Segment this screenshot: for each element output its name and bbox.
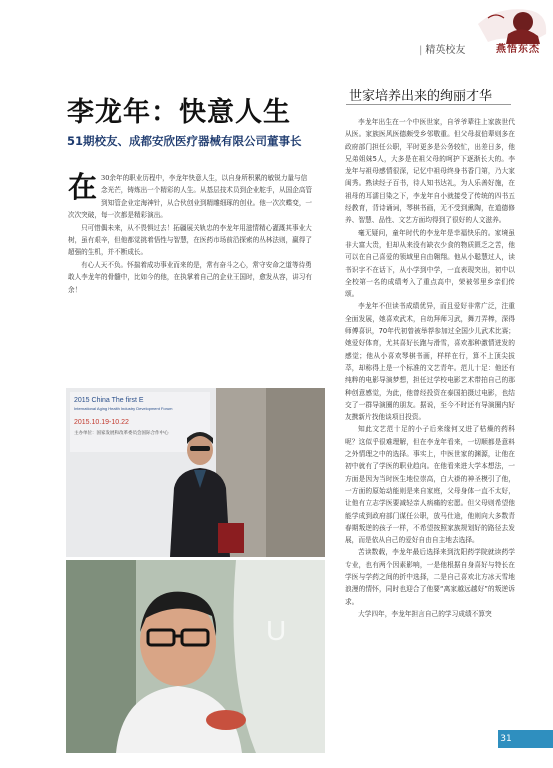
intro-text-1: 30余年的职业历程中，李龙年快意人生，以自身所积累的敏锐力量与信念光芒，铸炼出一个精彩的人生。从基层技术员到企业舵手，从国企高管到知管企业定海神针，从合伙创业到精雕细琢的创业。他一次次蝶变，一次次突破，每一次都是精彩演出。 [68,174,313,220]
section-tag-label: 精英校友 [425,45,466,56]
intro-block [68,172,312,296]
intro-paragraph: 只可惜偶未来，从不畏惧过去！拓疆展关轨忠的李龙年用滋情精心灌溉其事业大树，虽有艰辛，但他都觉挑着悟性与智慧，在医药市场前沿探索的丛林法则，赢得了超强的生机，并不断成长。 [68,223,312,257]
intro-paragraph: 有心人天不负。怀揣着成功事业而来的是，常有奋斗之心，常守安命之道等待勇敢人李龙年的骨髓中，比如今的他，在执掌着自己的企业王国时，愈发从容，讲习有余！ [68,260,312,294]
selfie-photo [66,560,325,753]
body-paragraph: 李龙年不但读书成绩优异，而且爱好非常广泛，注重全面发展，她喜欢武术，自幼拜师习武，舞刀弄棒，深得师傅喜识，70年代初曾被举荐参加过全国少儿武术比赛；她爱好体育，尤其喜好长跑与滑雪，喜欢那种激情迸发的感觉；他从小喜欢琴棋书画，样样在行，算不上顶尖拔萃，却称得上是一个标准的文艺青年。范儿十足：他还有纯粹的电影导演梦想，担任过学校电影艺术带拍自己的那种创意感觉，为此，他曾经投资在泰国拍摄过电影，也结交了一群导演圈的朋友。据说，至今不时还有导演圈内好友携新片找他谈项目投资。 [345,302,515,422]
banner-line1: 2015 China The first E [74,397,144,404]
banner-line2: International Aging Health Industry Development Forum [74,406,173,411]
conference-photo [66,388,325,557]
body-paragraph: 知此文艺范十足的小子后来缘何又进了枯燥的药科呢？这似乎很难理解，但在李龙年看来，一切顺都是意料之外情理之中的选择。事实上，中医世家的渊源，让他在初中就有了学医的职业趋向。在他看来进大学本想法，一方面是因为当时医生地位崇高，白大褂的神圣模引了他，一方面的原始动能则是来自家庭，父母身体一直不太好，让他有立志学医要减轻亲人病痛的宏愿。但父母则希望他能学成到政府部门谋任公职，放马仕途，他则向大多数青春期叛逆的孩子一样，不希望按照家族规划好的路径去发展，而是依从自己的爱好自由自主地去选择。 [345,425,515,545]
intro-paragraph [68,172,312,222]
section-rule [346,104,511,105]
page-stripe [514,730,553,748]
logo-text: 燕悟东杰 [496,44,540,55]
body-paragraph: 李龙年出生在一个中医世家，自爷爷辈往上家族世代从医。家族医风医德颇受乡邻敬重。但父母叔伯辈则多在政府部门担任公职，平时更多是公务较忙，出差日多，他兄弟姐妹5人，大多是在祖父母的呵护下逐渐长大的。李龙年与祖母感情很深，记忆中祖母终身书香门第，乃大家闺秀。熟读经子百书，待人知书达礼，为人乐善好施，在祖母的耳濡目染之下，李龙年自小就接受了传统的四书五经教育，背诗诵词，琴棋书画，无不受到熏陶，在道德修养、智慧、品性、文艺方面均得到了很好的人文滋养。 [345,118,515,225]
drop-cap: 在 [68,170,98,204]
article-subtitle: 51期校友、成都安欣医疗器械有限公司董事长 [67,134,302,148]
section-heading: 世家培养出来的绚丽才华 [349,89,493,104]
page-number: 31 [498,730,514,748]
body-column [345,116,515,620]
body-paragraph: 大学四年，李龙年担言自己的学习成绩不算突 [358,609,492,618]
selfie-photo-image [66,560,325,753]
section-tag [419,41,465,56]
body-paragraph: 苦读数载，李龙年最后选择来到沈阳药学院就读药学专业，也有两个因素影响，一是他根据自身喜好与特长在学医与学药之间的折中选择，二是自己喜欢北方冰天雪地浪漫的情怀，同时也迎合了他要“离家越远越好”的叛逆诉求。 [345,548,515,606]
conference-photo-image [66,388,325,557]
banner-date: 2015.10.19-10.22 [74,419,129,426]
body-paragraph: 毫无疑问，童年时代的李龙年是幸福快乐的。家境虽非大富大贵，但却从来没有缺衣少食的物质匮乏之苦，他可以在自己喜爱的领域里自由翱翔。他从小聪慧过人，读书识字不在话下，从小学到中学，一直表现突出，初中以全校第一名的成绩考入了重点高中，荣被邻里乡亲们传颂。 [345,228,515,299]
divider-bar: | [419,45,423,56]
svg-text:U: U [266,615,287,646]
article-title: 李龙年：快意人生 [67,97,291,128]
banner-cn: 主办单位：国家发展和改革委员会国际合作中心 [74,431,169,436]
